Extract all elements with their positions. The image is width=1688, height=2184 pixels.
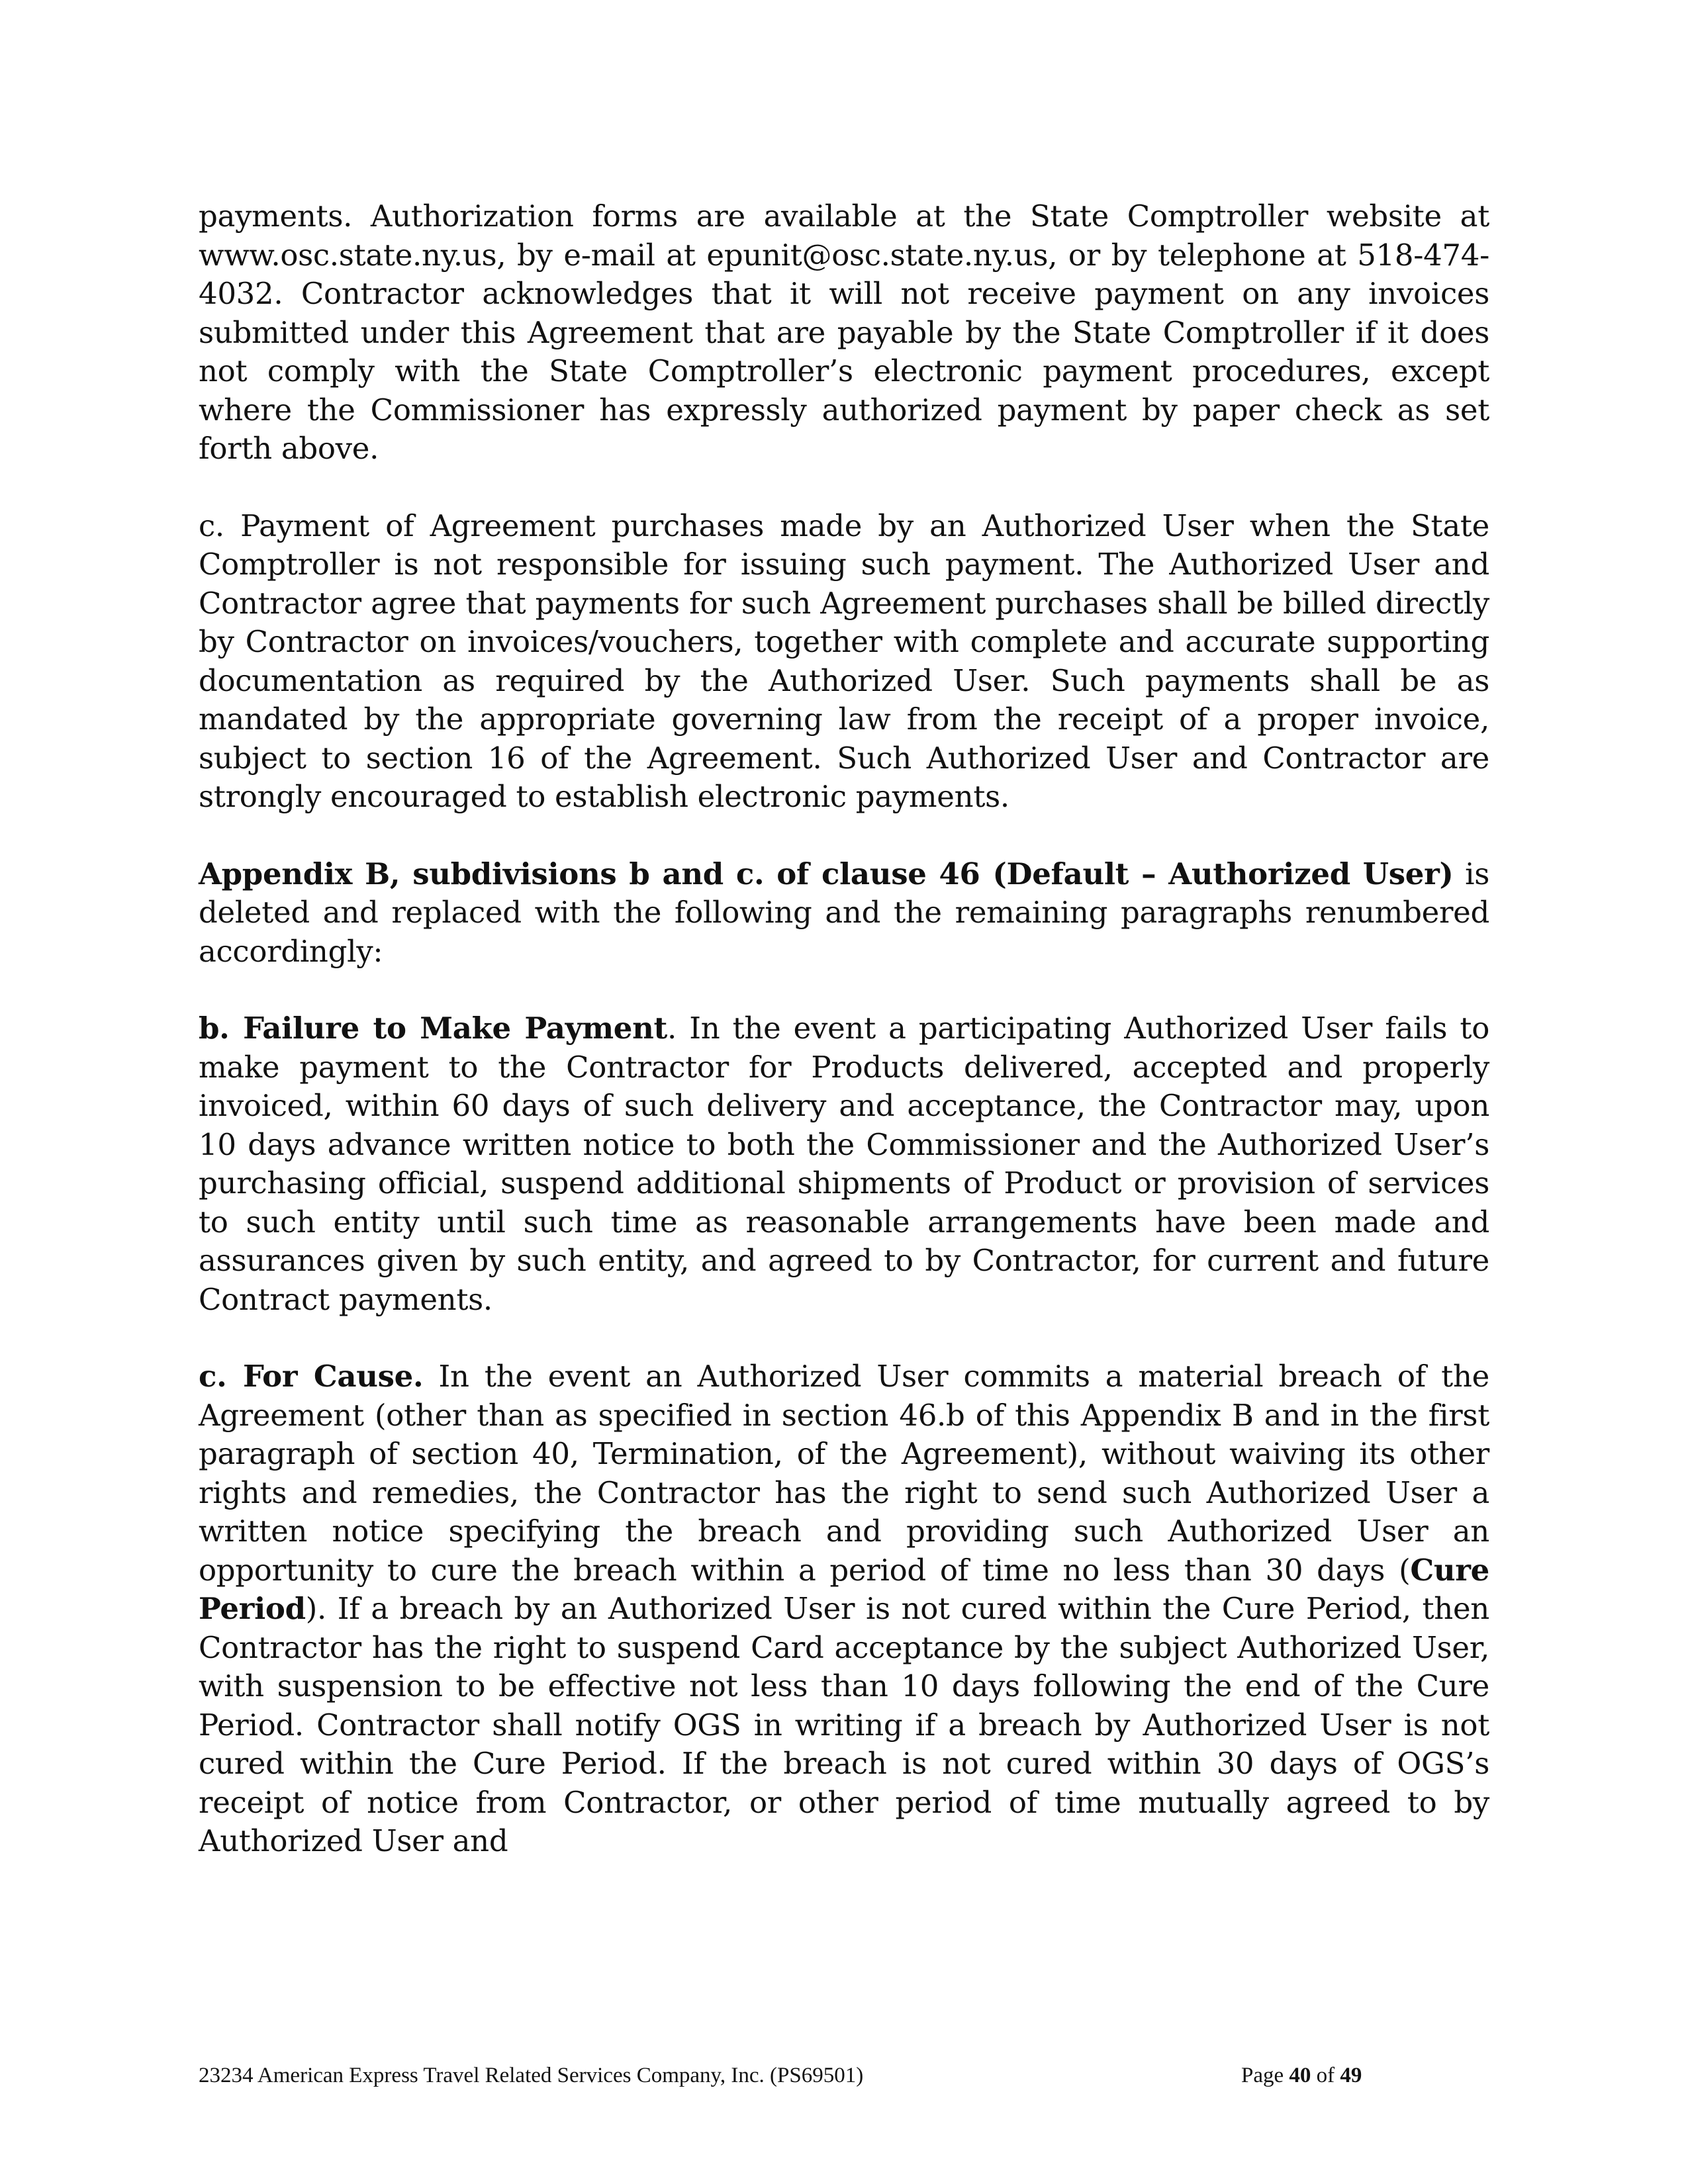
paragraph-payment-clause-c: c. Payment of Agreement purchases made by an Authorized User when the State Comptroller is not responsible for issuing such payment. The Authorized User and Contractor agree that payments for such Agreement purchases shall be billed directly by Contractor on invoices/vouchers, together with complete and accurate supporting documentation as required by the Authorized User. Such payments shall be as mandated by the appropriate governing law from the receipt of a proper invoice, subject to section 16 of the Agreement. Such Authorized User and Contractor are strongly encouraged to establish electronic payments. — [199, 508, 1489, 814]
paragraph-failure-to-make-payment — [199, 1009, 1489, 1319]
appendix-b-heading: Appendix B, subdivisions b and c. of clause 46 (Default – Authorized User) — [199, 856, 1454, 891]
paragraph-for-cause — [199, 1357, 1489, 1861]
page-total: 49 — [1340, 2064, 1362, 2087]
document-body — [199, 197, 1489, 1899]
paragraph-appendix-b-amendment — [199, 855, 1489, 972]
for-cause-text-part2: ). If a breach by an Authorized User is not cured within the Cure Period, then Contractor has the right to suspend Card acceptance by the subject Authorized User, with suspension to be effective not less than 10 days following the end of the Cure Period. Contractor shall notify OGS in writing if a breach by Authorized User is not cured within the Cure Period. If the breach is not cured within 30 days of OGS’s receipt of notice from Contractor, or other period of time mutually agreed to by Authorized User and — [199, 1591, 1489, 1858]
page-of-label: of — [1311, 2064, 1340, 2087]
for-cause-heading: c. For Cause. — [199, 1359, 424, 1394]
for-cause-text-part1: In the event an Authorized User commits a material breach of the Agreement (other than as specified in section 46.b of this Appendix B and in the first paragraph of section 40, Termination, of the Agreement), without waiving its other rights and remedies, the Contractor has the right to send such Authorized User a written notice specifying the breach and providing such Authorized User an opportunity to cure the breach within a period of time no less than 30 days ( — [199, 1359, 1489, 1588]
footer-contract-info: 23234 American Express Travel Related Services Company, Inc. (PS69501) — [199, 2064, 864, 2087]
failure-to-make-payment-text: . In the event a participating Authorized User fails to make payment to the Contractor for Products delivered, accepted and properly invoiced, within 60 days of such delivery and acceptance, the Contractor may, upon 10 days advance written notice to both the Commissioner and the Authorized User’s purchasing official, suspend additional shipments of Product or provision of services to such entity until such time as reasonable arrangements have been made and assurances given by such entity, and agreed to by Contractor, for current and future Contract payments. — [199, 1011, 1490, 1317]
page-current: 40 — [1289, 2064, 1311, 2087]
cure-period-term: Cure Period — [199, 1552, 1489, 1626]
page-label: Page — [1241, 2064, 1289, 2087]
appendix-b-text: is deleted and replaced with the following and the remaining paragraphs renumbered accordingly: — [199, 856, 1490, 969]
failure-to-make-payment-heading: b. Failure to Make Payment — [199, 1011, 668, 1046]
page-number — [1241, 2064, 1362, 2088]
paragraph-payments-authorization: payments. Authorization forms are available at the State Comptroller website at www.osc.state.ny.us, by e-mail at epunit@osc.state.ny.us, or by telephone at 518-474-4032. Contractor acknowledges that it will not receive payment on any invoices submitted under this Agreement that are payable by the State Comptroller if it does not comply with the State Comptroller’s electronic payment procedures, except where the Commissioner has expressly authorized payment by paper check as set forth above. — [199, 199, 1489, 466]
